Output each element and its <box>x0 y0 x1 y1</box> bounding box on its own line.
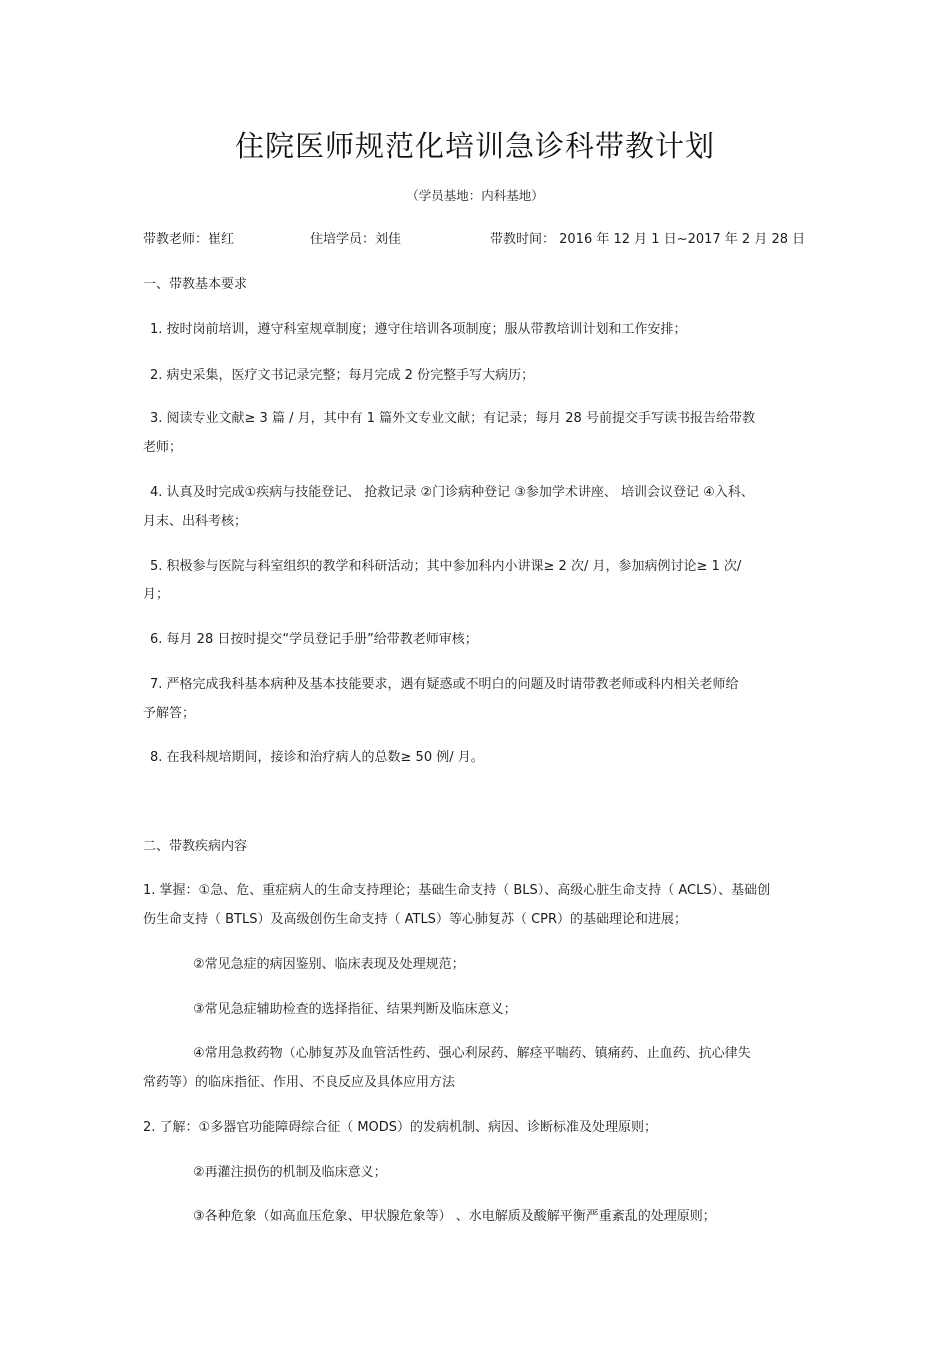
info-row <box>143 232 823 248</box>
document-subtitle: （学员基地：内科基地） <box>406 188 544 203</box>
requirement-6: 6. 每月 28 日按时提交“学员登记手册”给带教老师审核； <box>150 632 478 647</box>
requirement-2: 2. 病史采集，医疗文书记录完整；每月完成 2 份完整手写大病历； <box>150 368 535 383</box>
master-sub-4: ④常用急救药物（心肺复苏及血管活性药、强心利尿药、解痉平喘药、镇痛药、止血药、抗心律失 <box>193 1046 751 1061</box>
section2-heading: 二、带教疾病内容 <box>143 839 248 854</box>
understand-sub-2: ②再灌注损伤的机制及临床意义； <box>193 1165 387 1180</box>
master-line-1: 1. 掌握：①急、危、重症病人的生命支持理论；基础生命支持（ BLS）、高级心脏生命支持（ ACLS）、基础创 <box>143 883 771 898</box>
requirement-3: 3. 阅读专业文献≥ 3 篇 / 月，其中有 1 篇外文专业文献；有记录；每月 28 号前提交手写读书报告给带教 <box>150 411 755 426</box>
requirement-7: 7. 严格完成我科基本病种及基本技能要求，遇有疑惑或不明白的问题及时请带教老师或科内相关老师给 <box>150 677 739 692</box>
understand-line-1: 2. 了解：①多器官功能障碍综合征（ MODS）的发病机制、病因、诊断标准及处理原则； <box>143 1120 658 1135</box>
master-line-2: 伤生命支持（ BTLS）及高级创伤生命支持（ ATLS）等心肺复苏（ CPR）的基础理论和进展； <box>143 912 688 927</box>
section1-heading: 一、带教基本要求 <box>143 277 248 292</box>
student-info: 住培学员：刘佳 <box>310 232 402 247</box>
understand-sub-3: ③各种危象（如高血压危象、甲状腺危象等） 、水电解质及酸解平衡严重紊乱的处理原则； <box>193 1209 716 1224</box>
master-sub-3: ③常见急症辅助检查的选择指征、结果判断及临床意义； <box>193 1002 517 1017</box>
master-sub-4-cont: 常药等）的临床指征、作用、不良反应及具体应用方法 <box>143 1075 456 1090</box>
requirement-4-cont: 月末、出科考核； <box>143 514 248 529</box>
master-sub-2: ②常见急症的病因鉴别、临床表现及处理规范； <box>193 957 465 972</box>
requirement-3-cont: 老师； <box>143 440 183 455</box>
requirement-1: 1. 按时岗前培训，遵守科室规章制度；遵守住培训各项制度；服从带教培训计划和工作安排； <box>150 322 687 337</box>
document-title: 住院医师规范化培训急诊科带教计划 <box>234 129 715 163</box>
requirement-5-cont: 月； <box>143 587 170 602</box>
requirement-7-cont: 予解答； <box>143 706 196 721</box>
requirement-8: 8. 在我科规培期间，接诊和治疗病人的总数≥ 50 例/ 月。 <box>150 750 484 765</box>
requirement-5: 5. 积极参与医院与科室组织的教学和科研活动；其中参加科内小讲课≥ 2 次/ 月，参加病例讨论≥ 1 次/ <box>150 559 742 574</box>
period-info: 带教时间： 2016 年 12 月 1 日~2017 年 2 月 28 日 <box>490 232 806 247</box>
teacher-info: 带教老师：崔红 <box>143 232 235 247</box>
requirement-4: 4. 认真及时完成①疾病与技能登记、 抢救记录 ②门诊病种登记 ③参加学术讲座、 培训会议登记 ④入科、 <box>150 485 754 500</box>
